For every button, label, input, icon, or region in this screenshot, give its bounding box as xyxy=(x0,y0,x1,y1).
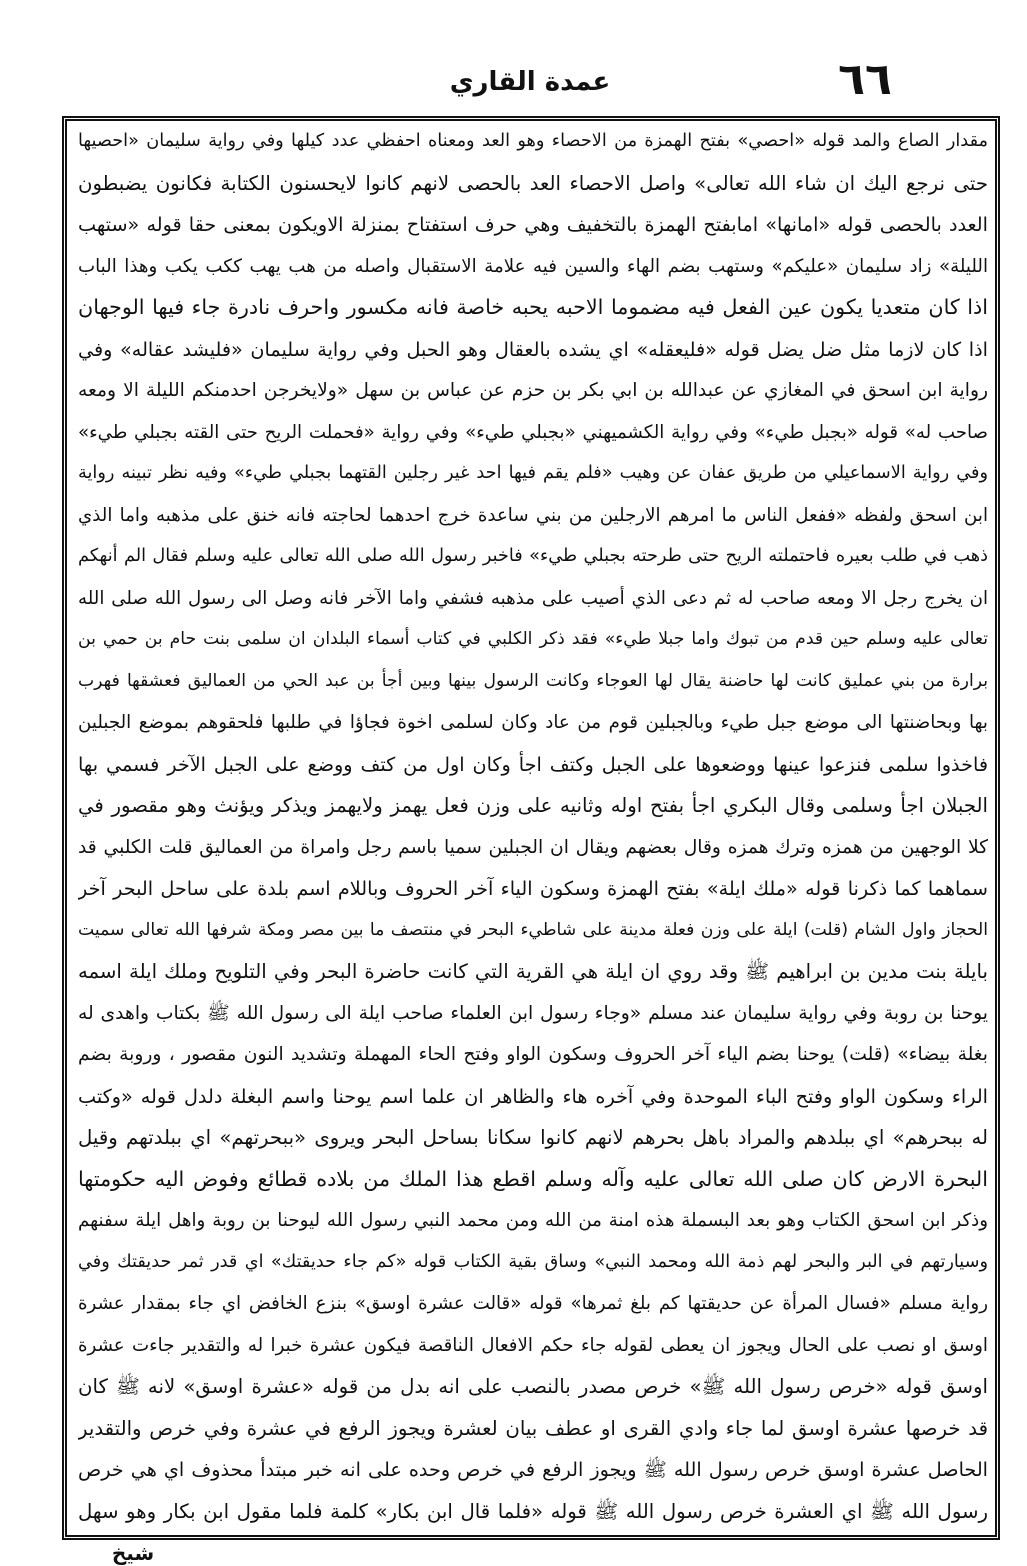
text-line: البحرة الارض كان صلى الله تعالى عليه وآله وسلم اقطع هذا الملك من بلاده قطائع وفوض اليه حكومتها xyxy=(78,1166,988,1191)
text-line: تعالى عليه وسلم حين قدم من تبوك واما جبلا طيء» فقد ذكر الكلبي في كتاب أسماء البلدان ان سلمى بنت حام بن حمي بن xyxy=(78,629,988,649)
text-line: وذكر ابن اسحق الكتاب وهو بعد البسملة هذه امنة من الله ومن محمد النبي رسول الله ليوحنا بن روبة واهل ايلة سفنهم xyxy=(78,1210,988,1231)
catchword: شيخ xyxy=(111,1541,155,1565)
text-line: حتى نرجع اليك ان شاء الله تعالى» واصل الاحصاء العد بالحصى لانهم كانوا لايحسنون الكتابة فكانون يضبطون xyxy=(78,171,988,195)
text-line: العدد بالحصى قوله «امانها» امابفتح الهمزة بالتخفيف وهي حرف استفتاح بمنزلة الاويكون بمعنى حقا قوله «ستهب xyxy=(78,213,988,236)
text-line: الجبلان اجأ وسلمى وقال البكري اجأ بفتح اوله وثانيه على وزن فعل يهمز ولايهمز ويذكر ويؤنث وهو مقصور في xyxy=(78,794,988,817)
text-line: اوسق او نصب على الحال ويجوز ان يعطى لقوله جاء حكم الافعال الناقصة فيكون عشرة خبرا له والتقدير جاءت عشرة xyxy=(78,1334,988,1356)
text-line: رسول الله ﷺ اي العشرة خرص رسول الله ﷺ قوله «فلما قال ابن بكار» كلمة فلما مقول ابن بكار وهو سهل xyxy=(78,1499,988,1523)
text-line: ذهب في طلب بعيره فاحتملته الريح حتى طرحته بجبلي طيء» فاخبر رسول الله صلى الله تعالى عليه وسلم فقال الم أنهكم xyxy=(78,546,988,566)
text-line: الحجاز واول الشام (قلت) ايلة على وزن فعلة مدينة على شاطيء البحر في منتصف ما بين مصر ومكة شرفها الله تعالى سميت xyxy=(78,919,988,940)
text-line: ان يخرج رجل الا ومعه صاحب له ثم دعى الذي أصيب على مذهبه فشفي واما الآخر فانه وصل الى رسول الله صلى الله xyxy=(78,587,988,609)
text-line: بايلة بنت مدين بن ابراهيم ﷺ وقد روي ان ايلة هي القرية التي كانت حاضرة البحر وفي التلويح وملك ايلة اسمه xyxy=(78,960,988,983)
text-line: كلا الوجهين من همزه وترك همزه وقال بعضهم ويقال ان الجبلين سميا باسم رجل وامراة من العماليق قلت الكلبي قد xyxy=(78,836,988,858)
text-line: بها وبحاضنتها الى موضع جبل طيء وبالجبلين قوم من عاد وكان لسلمى اخوة فجاؤا في طلبها فلحقوهم بموضع الجبلين xyxy=(78,712,988,733)
text-line: له ببحرهم» اي ببلدهم والمراد باهل بحرهم لانهم كانوا سكانا بساحل البحر ويروى «ببحرتهم» اي ببلدتهم وقيل xyxy=(78,1126,988,1149)
text-line: سماهما كما ذكرنا قوله «ملك ايلة» بفتح الهمزة وسكون الياء آخر الحروف وباللام اسم بلدة على ساحل البحر آخر xyxy=(78,877,988,900)
text-line: مقدار الصاع والمد قوله «احصي» بفتح الهمزة من الاحصاء وهو العد ومعناه احفظي عدد كيلها وفي رواية سليمان «احصيها xyxy=(78,131,988,151)
page-number: ٦٦ xyxy=(838,54,892,105)
text-line: الراء وسكون الواو وفتح الباء الموحدة وفي آخره هاء والظاهر ان علما اسم يوحنا واسم البغلة دلدل قوله «وكتب xyxy=(78,1084,988,1108)
text-line: اوسق قوله «خرص رسول الله ﷺ» خرص مصدر بالنصب على انه بدل من قوله «عشرة اوسق» لانه ﷺ كان xyxy=(78,1375,988,1398)
text-line: صاحب له» قوله «بجبل طيء» وفي رواية الكشميهني «بجبلي طيء» وفي رواية «فحملت الريح حتى القته بجبلي طيء» xyxy=(78,421,988,443)
text-line: قد خرصها عشرة اوسق لما جاء وادي القرى او عطف بيان لعشرة ويجوز الرفع في عشرة وفي خرص والتقدير xyxy=(78,1416,988,1440)
text-line: يوحنا بن روبة وفي رواية سليمان عند مسلم «وجاء رسول ابن العلماء صاحب ايلة الى رسول الله ﷺ بكتاب واهدى له xyxy=(78,1002,988,1024)
text-line: اذا كان متعديا يكون عين الفعل فيه مضموما الاحبه يحبه خاصة فانه مكسور واحرف نادرة جاء فيها الوجهان xyxy=(78,295,988,319)
main-text-block xyxy=(78,121,988,1532)
text-line: الليلة» زاد سليمان «عليكم» وستهب بضم الهاء والسين فيه علامة الاستقبال واصله من هب يهب ككب يكب وهذا الباب xyxy=(78,255,988,277)
text-line: الحاصل عشرة اوسق خرص رسول الله ﷺ ويجوز الرفع في خرص وحده على انه خبر مبتدأ محذوف اي هي خرص xyxy=(78,1458,988,1481)
text-line: برارة من بني عمليق كانت لها حاضنة يقال لها العوجاء وكانت الرسول بينها وبين أجأ بن عبد الحي من العماليق فعشقها فهرب xyxy=(78,670,988,691)
text-line: رواية مسلم «فسال المرأة عن حديقتها كم بلغ ثمرها» قوله «قالت عشرة اوسق» بنزع الخافض اي جاء بمقدار عشرة xyxy=(78,1293,988,1314)
text-line: وفي رواية الاسماعيلي من طريق عفان عن وهيب «فلم يقم فيها احد غير رجلين القتهما بجبلي طيء» وفيه نظر تبينه رواية xyxy=(78,463,988,483)
text-line: فاخذوا سلمى فنزعوا عينها ووضعوها على الجبل وكتف اجأ وكان اول من كتف ووضع على الجبل الآخر فسمي بها xyxy=(78,752,988,776)
text-line: اذا كان لازما مثل ضل يضل قوله «فليعقله» اي يشده بالعقال وهو الحبل وفي رواية سليمان «فليشد عقاله» وفي xyxy=(78,337,988,361)
text-line: ابن اسحق ولفظه «ففعل الناس ما امرهم الارجلين من بني ساعدة خرج احدهما لحاجته فانه خنق على مذهبه واما الذي xyxy=(78,504,988,526)
page-title: عمدة القاري xyxy=(449,67,611,97)
text-line: بغلة بيضاء» (قلت) يوحنا بضم الياء آخر الحروف وسكون الواو وفتح الحاء المهملة وتشديد النون مقصور ، وروبة بضم xyxy=(78,1044,988,1065)
text-line: وسيارتهم في البر والبحر لهم ذمة الله ومحمد النبي» وساق بقية الكتاب قوله «كم جاء حديقتك» اي قدر ثمر حديقتك وفي xyxy=(78,1251,988,1272)
text-line: رواية ابن اسحق في المغازي عن عبدالله بن ابي بكر بن حزم عن عباس بن سهل «ولايخرجن احدمنكم الليلة الا ومعه xyxy=(78,380,988,401)
